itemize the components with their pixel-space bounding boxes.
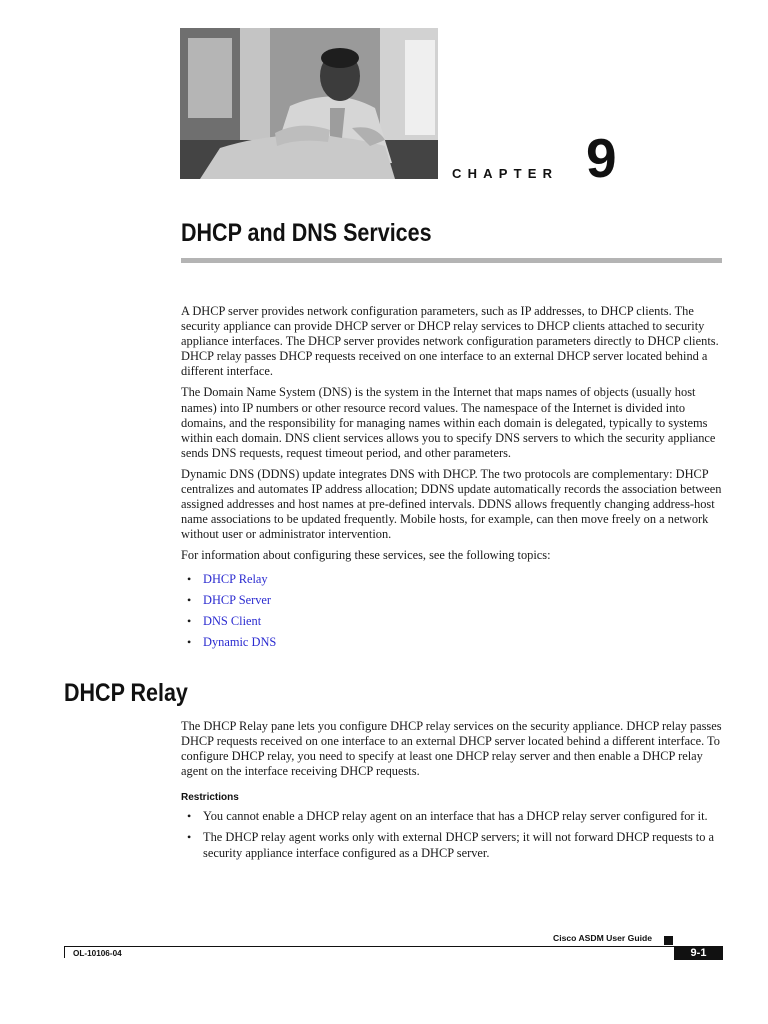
- restrictions-list: [181, 809, 723, 860]
- bullet-icon: •: [187, 592, 192, 607]
- restriction-text: You cannot enable a DHCP relay agent on an interface that has a DHCP relay server configured for it.: [203, 809, 708, 824]
- bullet-icon: •: [187, 613, 192, 628]
- footer-tick: [64, 946, 65, 958]
- topic-item: [181, 572, 723, 587]
- section-paragraph: The DHCP Relay pane lets you configure DHCP relay services on the security appliance. DHCP relay passes DHCP requests received on one interface to an external DHCP server located behind a different interface. To configure DHCP relay, you need to specify at least one DHCP relay server and then enable a DHCP relay agent on the interface receiving DHCP requests.: [181, 719, 722, 779]
- chapter-label: CHAPTER: [452, 166, 559, 181]
- chapter-number: 9: [586, 127, 617, 189]
- topic-item: [181, 593, 723, 608]
- section-title: DHCP Relay: [64, 679, 188, 707]
- restriction-item: [181, 809, 723, 824]
- footer-doc-number: OL-10106-04: [73, 949, 122, 958]
- restriction-text: The DHCP relay agent works only with external DHCP servers; it will not forward DHCP requests to a security appliance interface configured as a DHCP server.: [203, 830, 715, 860]
- topic-link-dhcp-relay[interactable]: DHCP Relay: [203, 571, 268, 586]
- bullet-icon: •: [187, 809, 192, 824]
- chapter-title: DHCP and DNS Services: [181, 219, 432, 247]
- intro-paragraph: For information about configuring these services, see the following topics:: [181, 548, 551, 563]
- topic-item: [181, 614, 723, 629]
- intro-paragraph: A DHCP server provides network configuration parameters, such as IP addresses, to DHCP clients. The security appliance can provide DHCP server or DHCP relay services to DHCP clients attached to security appliance interfaces. The DHCP server provides network configuration parameters directly to DHCP clients. DHCP relay passes DHCP requests received on one interface to an external DHCP server located behind a different interface.: [181, 304, 719, 379]
- footer-page-number: 9-1: [674, 946, 723, 960]
- chapter-photo: [180, 28, 438, 179]
- topic-link-dynamic-dns[interactable]: Dynamic DNS: [203, 634, 277, 649]
- bullet-icon: •: [187, 571, 192, 586]
- footer-square: [664, 936, 673, 945]
- restriction-item: [181, 830, 723, 860]
- footer-guide-title: Cisco ASDM User Guide: [553, 933, 653, 943]
- topic-link-dhcp-server[interactable]: DHCP Server: [203, 592, 272, 607]
- intro-paragraph: Dynamic DNS (DDNS) update integrates DNS with DHCP. The two protocols are complementary: DHCP centralizes and automates IP address allocation; DDNS update automatically records the association between assigned addresses and host names at pre-defined intervals. DDNS allows frequently changing address-host name associations to be updated frequently. Mobile hosts, for example, can then move freely on a network without user or administrator intervention.: [181, 466, 722, 542]
- footer-rule: [64, 946, 723, 947]
- dhcp-relay-section: [181, 719, 723, 867]
- topic-link-dns-client[interactable]: DNS Client: [203, 613, 262, 628]
- intro-paragraph: The Domain Name System (DNS) is the system in the Internet that maps names of objects (usually host names) into IP numbers or other resource record values. The namespace of the Internet is divided into domains, and the responsibility for managing names within each domain is delegated, typically to systems within each domain. DNS client services allows you to specify DNS servers to which the security appliance sends DNS requests, request timeout period, and other parameters.: [181, 385, 716, 460]
- title-rule: [181, 258, 722, 263]
- topic-list: [181, 572, 723, 650]
- bullet-icon: •: [187, 830, 192, 845]
- restrictions-heading: Restrictions: [181, 792, 239, 804]
- topic-item: [181, 635, 723, 650]
- intro-section: [181, 304, 723, 656]
- bullet-icon: •: [187, 634, 192, 649]
